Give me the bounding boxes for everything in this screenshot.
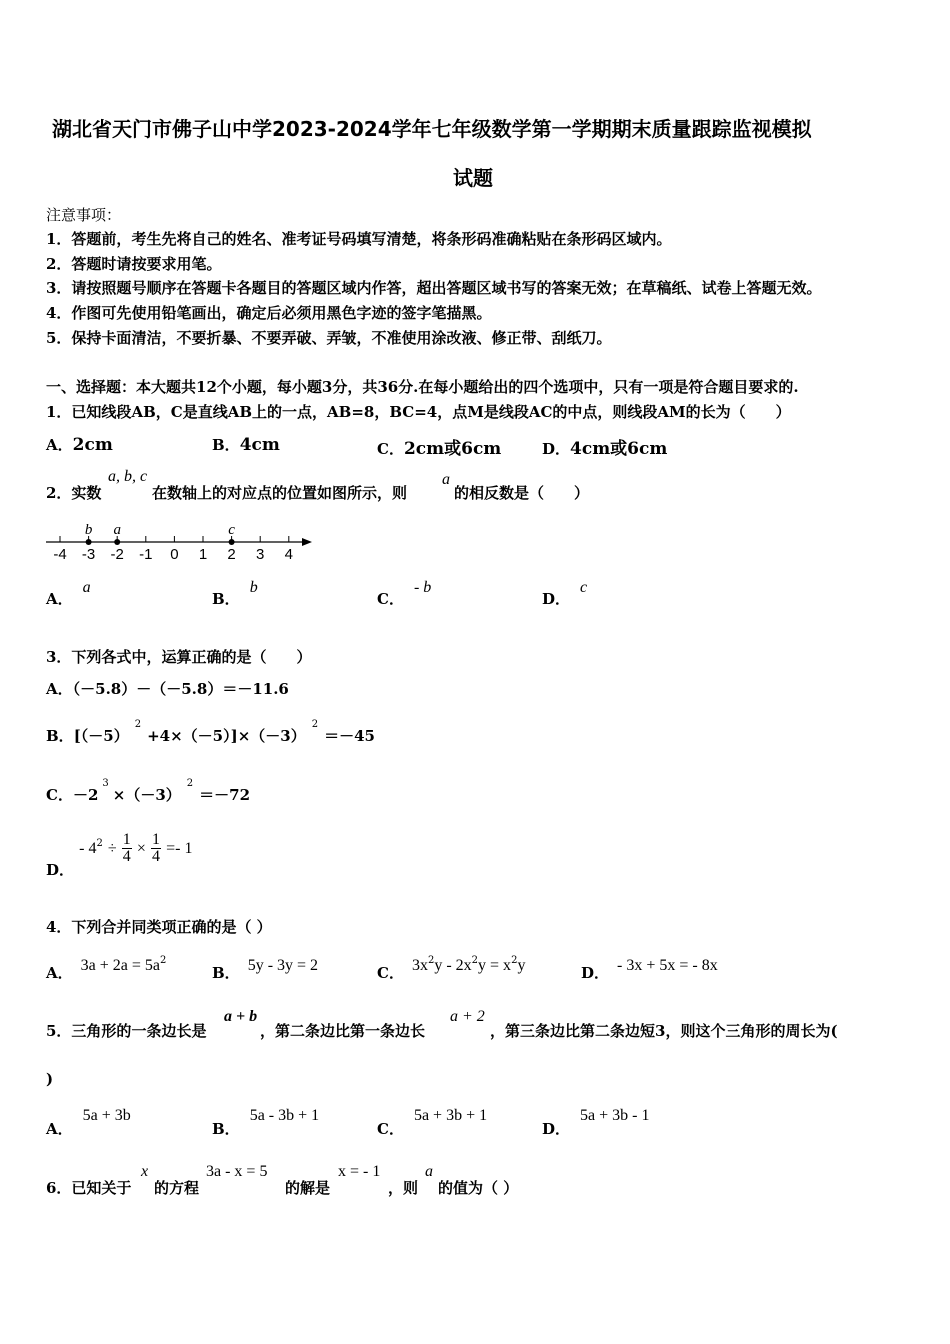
q6-prefix: 6．已知关于 bbox=[46, 1179, 132, 1197]
q5-option-a: A．5a + 3b bbox=[46, 1107, 131, 1138]
q1-option-a: A．2cm bbox=[46, 435, 113, 455]
q2-option-b: B．b bbox=[212, 579, 258, 608]
number-line-point-label: a bbox=[113, 522, 121, 538]
notice-item: 4．作图可先使用铅笔画出，确定后必须用黑色字迹的签字笔描黑。 bbox=[46, 304, 492, 322]
q6-text1: 的方程 bbox=[154, 1179, 200, 1197]
q2-mid: 在数轴上的对应点的位置如图所示，则 bbox=[152, 484, 408, 502]
q5-option-b: B．5a - 3b + 1 bbox=[212, 1107, 320, 1138]
q1-option-d: D．4cm或6cm bbox=[542, 439, 668, 459]
number-line-point bbox=[86, 539, 92, 545]
q3-option-c: C．$-2^3\times(-3)^2=-72$ bbox=[46, 778, 251, 804]
number-line-point-label: c bbox=[228, 522, 235, 538]
number-line-tick-label: -4 bbox=[53, 546, 67, 563]
q6-var-a: a bbox=[425, 1163, 433, 1180]
page-title-line2: 试题 bbox=[453, 166, 493, 190]
q2-vars: a, b, c bbox=[108, 468, 148, 485]
number-line-tick-label: 2 bbox=[227, 546, 236, 563]
q6-var-x: x bbox=[141, 1163, 149, 1180]
number-line-tick-label: 3 bbox=[256, 546, 265, 563]
q4-option-b: B． 5y - 3y = 2 bbox=[212, 957, 319, 982]
q5-option-d: D．5a + 3b - 1 bbox=[542, 1107, 650, 1138]
q3-option-a: A．（－5.8）－（－5.8）＝－11.6 bbox=[46, 680, 289, 698]
q2-prefix: 2．实数 bbox=[46, 484, 102, 502]
q5-suffix: ，第三条边比第二条边短3，则这个三角形的周长为( bbox=[490, 1022, 838, 1040]
notice-item: 1．答题前，考生先将自己的姓名、准考证号码填写清楚，将条形码准确粘贴在条形码区域内。 bbox=[46, 230, 672, 248]
number-line-tick-label: -2 bbox=[110, 546, 124, 563]
q2-option-d: D．c bbox=[542, 579, 588, 608]
number-line-point-label: b bbox=[84, 522, 93, 538]
number-line-tick-label: 4 bbox=[284, 546, 293, 563]
number-line-arrow bbox=[302, 538, 312, 546]
q6-solution: x = - 1 bbox=[338, 1163, 381, 1180]
question-1-stem: 1．已知线段AB，C是直线AB上的一点，AB=8，BC=4，点M是线段AC的中点，则线段AM的长为（ ） bbox=[46, 403, 791, 421]
q3-option-b: B．$[(-5)^2+4\times(-5)]\times(-3)^2=-45$ bbox=[46, 719, 375, 745]
number-line-tick-label: 1 bbox=[198, 546, 208, 563]
q2-option-c: C．- b bbox=[377, 579, 432, 608]
q2-option-a: A．a bbox=[46, 579, 91, 608]
q2-var-a: a bbox=[442, 471, 450, 488]
q5-expr2: a + 2 bbox=[450, 1008, 485, 1025]
section-heading: 一、选择题：本大题共12个小题，每小题3分，共36分.在每小题给出的四个选项中，只有一项是符合题目要求的. bbox=[46, 378, 799, 396]
q5-expr1: a + b bbox=[224, 1008, 258, 1025]
page-title: 湖北省天门市佛子山中学2023-2024学年七年级数学第一学期期末质量跟踪监视模拟 bbox=[52, 117, 812, 141]
q1-option-c: C．2cm或6cm bbox=[377, 439, 502, 459]
notice-item: 5．保持卡面清洁，不要折暴、不要弄破、弄皱，不准使用涂改液、修正带、刮纸刀。 bbox=[46, 329, 612, 347]
question-3-stem: 3．下列各式中，运算正确的是（ ） bbox=[46, 648, 312, 666]
q4-option-d: D． - 3x + 5x = - 8x bbox=[581, 957, 718, 982]
notice-item: 3．请按照题号顺序在答题卡各题目的答题区域内作答，超出答题区域书写的答案无效；在草稿纸、试卷上答题无效。 bbox=[46, 279, 822, 297]
q4-option-c: C． $3x^2y - 2x^2y = x^2y$ bbox=[377, 955, 526, 982]
notice-item: 2．答题时请按要求用笔。 bbox=[46, 255, 222, 273]
q6-text4: 的值为（ ） bbox=[438, 1179, 519, 1197]
q5-prefix: 5．三角形的一条边长是 bbox=[46, 1022, 207, 1040]
q2-suffix: 的相反数是（ ） bbox=[454, 484, 590, 502]
number-line-point bbox=[114, 539, 120, 545]
number-line-point bbox=[229, 539, 235, 545]
question-4-stem: 4．下列合并同类项正确的是（ ） bbox=[46, 918, 272, 936]
number-line bbox=[40, 516, 320, 566]
q6-text3: ，则 bbox=[388, 1179, 419, 1197]
number-line-tick-label: -3 bbox=[81, 546, 96, 563]
notice-heading: 注意事项： bbox=[46, 206, 122, 224]
q3-option-d: D． - $4^2$ ÷ $\frac{1}{4}$ × $\frac{1}{4}$ =- 1 bbox=[46, 831, 193, 879]
q6-equation: 3a - x = 5 bbox=[206, 1163, 268, 1180]
q5-option-c: C．5a + 3b + 1 bbox=[377, 1107, 488, 1138]
q1-option-b: B．4cm bbox=[212, 435, 280, 455]
q5-close: ) bbox=[46, 1070, 54, 1088]
q6-text2: 的解是 bbox=[285, 1179, 331, 1197]
number-line-tick-label: -1 bbox=[139, 546, 153, 563]
q4-option-a: A． $3a + 2a = 5a^2$ bbox=[46, 955, 167, 982]
number-line-tick-label: 0 bbox=[170, 546, 179, 563]
q5-mid: ，第二条边比第一条边长 bbox=[260, 1022, 426, 1040]
